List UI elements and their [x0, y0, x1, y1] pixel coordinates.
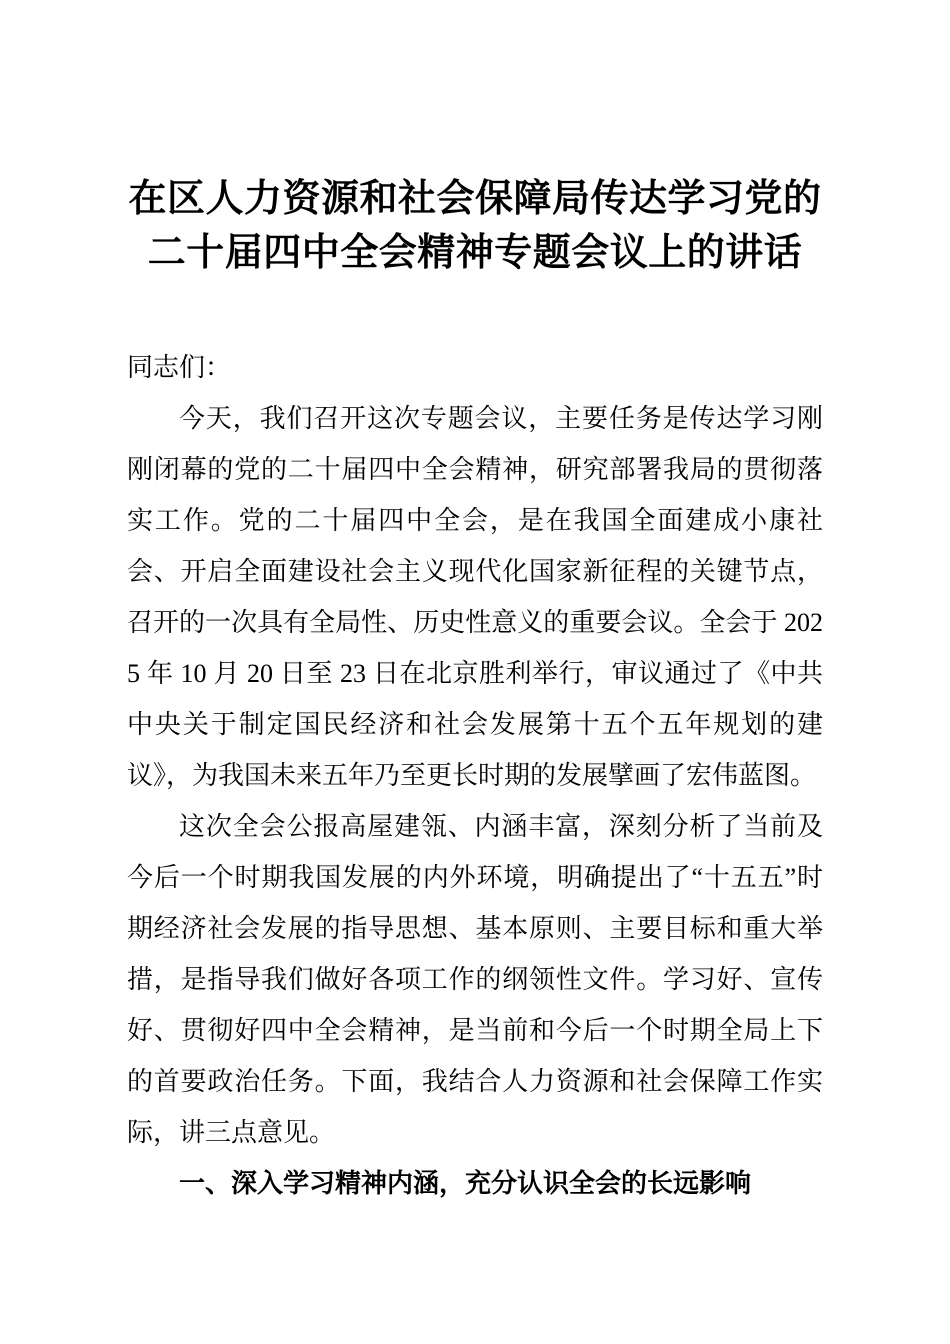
paragraph-2: 这次全会公报高屋建瓴、内涵丰富，深刻分析了当前及今后一个时期我国发展的内外环境，明确提出了“十五五”时期经济社会发展的指导思想、基本原则、主要目标和重大举措，是指导我们做好各项工作的纲领性文件。学习好、宣传好、贯彻好四中全会精神，是当前和今后一个时期全局上下的首要政治任务。下面，我结合人力资源和社会保障工作实际，讲三点意见。: [127, 812, 823, 1147]
document-title: 在区人力资源和社会保障局传达学习党的二十届四中全会精神专题会议上的讲话: [128, 178, 822, 274]
paragraph-1: 今天，我们召开这次专题会议，主要任务是传达学习刚刚闭幕的党的二十届四中全会精神，研究部署我局的贯彻落实工作。党的二十届四中全会，是在我国全面建成小康社会、开启全面建设社会主义现代化国家新征程的关键节点，召开的一次具有全局性、历史性意义的重要会议。全会于 2025 年 10 月 20 日至 23 日在北京胜利举行，审议通过了《中共中央关于制定国民经济和社会发展第十五个五年规划的建议》，为我国未来五年乃至更长时期的发展擘画了宏伟蓝图。: [127, 404, 823, 790]
salutation: 同志们：: [127, 353, 232, 382]
section-heading-1: 一、深入学习精神内涵，充分认识全会的长远影响: [179, 1169, 752, 1198]
